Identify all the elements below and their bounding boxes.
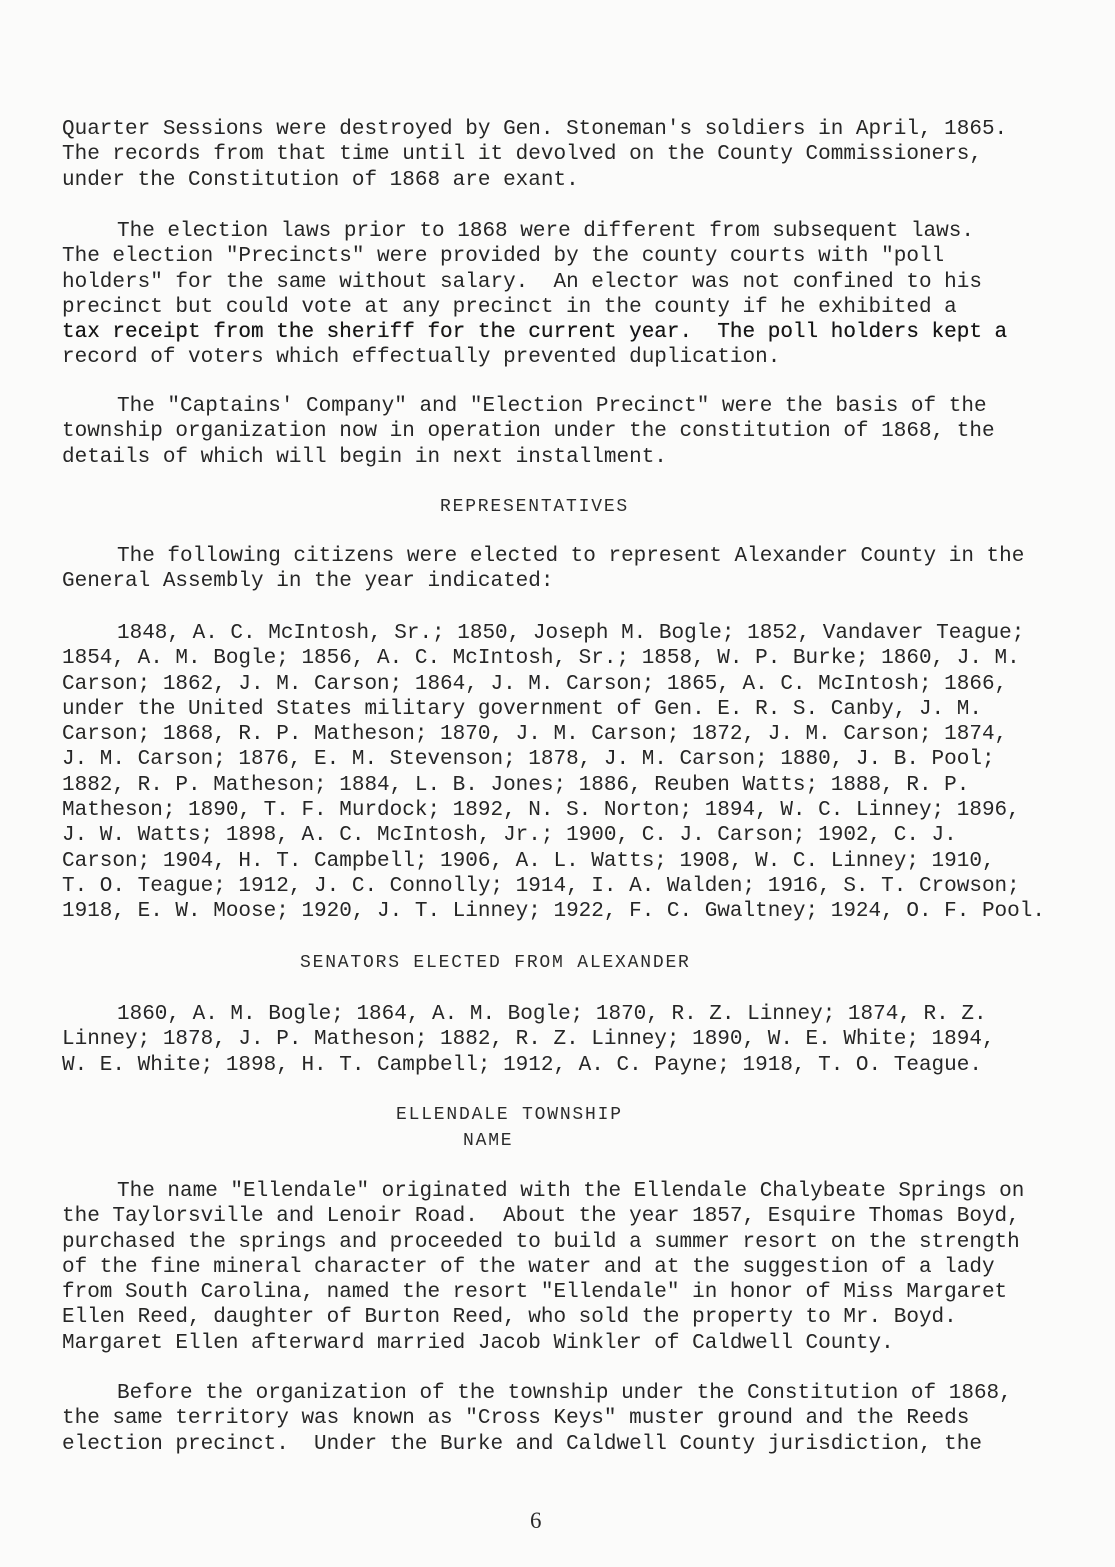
text-line: of the fine mineral character of the water and at the suggestion of a lady	[62, 1255, 995, 1279]
text-line: the Taylorsville and Lenoir Road. About the year 1857, Esquire Thomas Boyd,	[62, 1205, 1020, 1229]
text-line: under the Constitution of 1868 are exant.	[62, 168, 579, 192]
text-line: J. M. Carson; 1876, E. M. Stevenson; 1878, J. M. Carson; 1880, J. B. Pool;	[62, 748, 995, 772]
text-line: Before the organization of the township under the Constitution of 1868,	[117, 1382, 1012, 1405]
text-line: details of which will begin in next installment.	[62, 445, 667, 469]
paragraph-captains-company	[62, 394, 995, 470]
text-line: township organization now in operation under the constitution of 1868, the	[62, 420, 995, 444]
text-line: the same territory was known as "Cross Keys" muster ground and the Reeds	[62, 1407, 970, 1431]
text-line: W. E. White; 1898, H. T. Campbell; 1912, A. C. Payne; 1918, T. O. Teague.	[62, 1053, 982, 1077]
text-line: precinct but could vote at any precinct in the county if he exhibited a	[62, 295, 957, 319]
text-line: Quarter Sessions were destroyed by Gen. Stoneman's soldiers in April, 1865.	[62, 118, 1008, 141]
text-line: T. O. Teague; 1912, J. C. Connolly; 1914, I. A. Walden; 1916, S. T. Crowson;	[62, 874, 1020, 898]
text-line: 1848, A. C. McIntosh, Sr.; 1850, Joseph M. Bogle; 1852, Vandaver Teague;	[117, 622, 1025, 645]
paragraph-senators-list	[62, 1002, 995, 1078]
text-line: Matheson; 1890, T. F. Murdock; 1892, N. S. Norton; 1894, W. C. Linney; 1896,	[62, 799, 1020, 823]
section-heading-ellendale-township: ELLENDALE TOWNSHIP	[396, 1105, 623, 1125]
section-heading-representatives: REPRESENTATIVES	[440, 497, 630, 517]
text-line: Carson; 1904, H. T. Campbell; 1906, A. L. Watts; 1908, W. C. Linney; 1910,	[62, 849, 995, 873]
paragraph-representatives-intro	[62, 544, 1024, 595]
paragraph-ellendale-name	[62, 1179, 1024, 1356]
text-line: 1882, R. P. Matheson; 1884, L. B. Jones; 1886, Reuben Watts; 1888, R. P.	[62, 773, 970, 797]
text-line: 1918, E. W. Moose; 1920, J. T. Linney; 1922, F. C. Gwaltney; 1924, O. F. Pool.	[62, 900, 1045, 924]
text-line: holders" for the same without salary. An elector was not confined to his	[62, 270, 982, 294]
text-line: election precinct. Under the Burke and Caldwell County jurisdiction, the	[62, 1432, 982, 1456]
text-line: The following citizens were elected to represent Alexander County in the	[117, 545, 1025, 568]
text-line: J. W. Watts; 1898, A. C. McIntosh, Jr.; 1900, C. J. Carson; 1902, C. J.	[62, 824, 957, 848]
page-number: 6	[530, 1508, 542, 1533]
text-line: The election laws prior to 1868 were different from subsequent laws.	[117, 220, 974, 243]
text-line: Linney; 1878, J. P. Matheson; 1882, R. Z. Linney; 1890, W. E. White; 1894,	[62, 1028, 995, 1052]
text-line: 1860, A. M. Bogle; 1864, A. M. Bogle; 1870, R. Z. Linney; 1874, R. Z.	[117, 1003, 987, 1026]
text-line: 1854, A. M. Bogle; 1856, A. C. McIntosh, Sr.; 1858, W. P. Burke; 1860, J. M.	[62, 647, 1020, 671]
text-line: Carson; 1862, J. M. Carson; 1864, J. M. Carson; 1865, A. C. McIntosh; 1866,	[62, 672, 1008, 696]
text-line: The election "Precincts" were provided by the county courts with "poll	[62, 245, 945, 269]
text-line: General Assembly in the year indicated:	[62, 570, 554, 594]
text-line: The records from that time until it devolved on the County Commissioners,	[62, 143, 982, 167]
paragraph-election-laws	[62, 219, 1007, 371]
text-line: from South Carolina, named the resort "Ellendale" in honor of Miss Margaret	[62, 1281, 1008, 1305]
paragraph-before-organization	[62, 1381, 1012, 1457]
paragraph-quarter-sessions	[62, 117, 1007, 193]
text-line: Margaret Ellen afterward married Jacob Winkler of Caldwell County.	[62, 1331, 894, 1355]
text-line: under the United States military government of Gen. E. R. S. Canby, J. M.	[62, 697, 982, 721]
text-line: The "Captains' Company" and "Election Precinct" were the basis of the	[117, 395, 987, 418]
text-line: The name "Ellendale" originated with the Ellendale Chalybeate Springs on	[117, 1180, 1025, 1203]
section-heading-senators: SENATORS ELECTED FROM ALEXANDER	[300, 953, 691, 973]
text-line: record of voters which effectually prevented duplication.	[62, 346, 781, 370]
text-line: tax receipt from the sheriff for the current year. The poll holders kept a	[62, 321, 1008, 345]
subheading-name: NAME	[463, 1131, 514, 1151]
text-line: Ellen Reed, daughter of Burton Reed, who sold the property to Mr. Boyd.	[62, 1306, 957, 1330]
text-line: Carson; 1868, R. P. Matheson; 1870, J. M. Carson; 1872, J. M. Carson; 1874,	[62, 723, 1008, 747]
text-line: purchased the springs and proceeded to build a summer resort on the strength	[62, 1230, 1020, 1254]
paragraph-representatives-list	[62, 621, 1045, 925]
